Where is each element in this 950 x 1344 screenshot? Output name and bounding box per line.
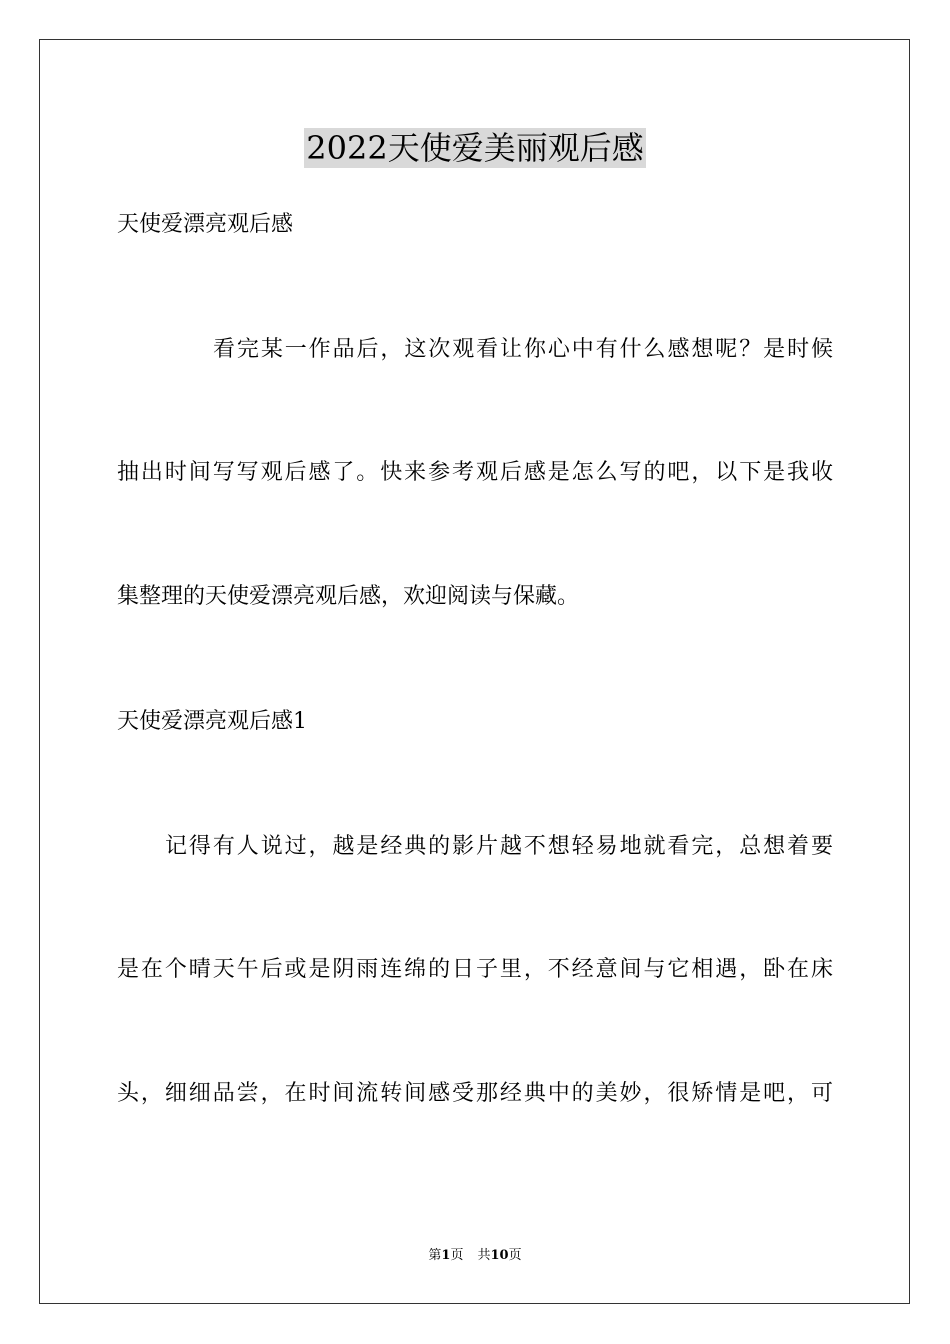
paragraph-line: 是在个晴天午后或是阴雨连绵的日子里，不经意间与它相遇，卧在床 — [117, 957, 833, 982]
document-title: 2022天使爱美丽观后感 — [306, 129, 644, 167]
title-container — [0, 128, 950, 168]
paragraph-line: 集整理的天使爱漂亮观后感，欢迎阅读与保藏。 — [117, 584, 580, 609]
paragraph-line: 头，细细品尝，在时间流转间感受那经典中的美妙，很矫情是吧，可 — [117, 1081, 833, 1106]
footer-total-unit: 页 — [508, 1248, 522, 1263]
footer-page-total: 10 — [490, 1248, 509, 1263]
paragraph-line: 看完某一作品后，这次观看让你心中有什么感想呢？是时候 — [213, 337, 833, 362]
page-footer — [0, 1247, 950, 1265]
footer-page-prefix: 第 — [428, 1248, 442, 1263]
footer-page-unit: 页 — [450, 1248, 464, 1263]
footer-page-current: 1 — [441, 1248, 451, 1263]
section-heading: 天使爱漂亮观后感1 — [117, 709, 307, 734]
paragraph-line: 抽出时间写写观后感了。快来参考观后感是怎么写的吧，以下是我收 — [117, 460, 833, 485]
footer-total-prefix: 共 — [477, 1248, 491, 1263]
subtitle-line: 天使爱漂亮观后感 — [117, 212, 294, 237]
paragraph-line: 记得有人说过，越是经典的影片越不想轻易地就看完，总想着要 — [165, 834, 833, 859]
